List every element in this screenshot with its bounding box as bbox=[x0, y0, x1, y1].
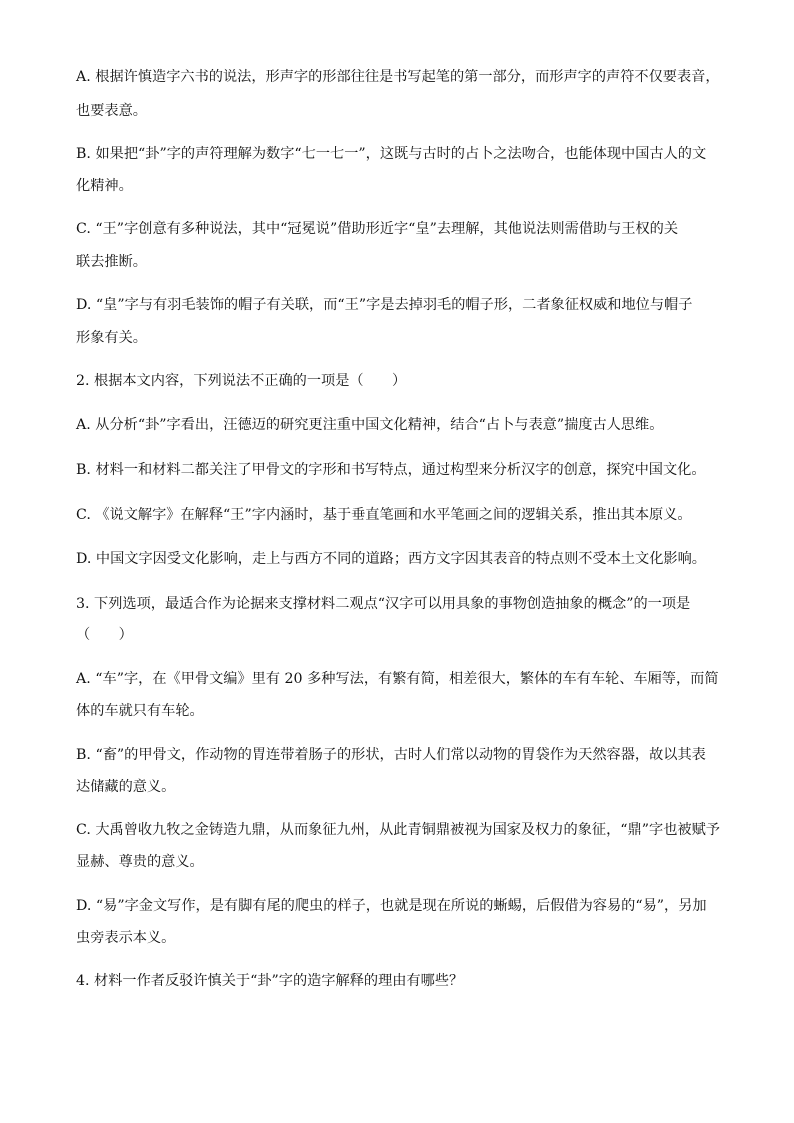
q1-option-a-line2: 也要表意。 bbox=[76, 103, 147, 119]
q3-option-a-line1: A. “车”字，在《甲骨文编》里有 20 多种写法，有繁有简，相差很大，繁体的车有车轮、车厢等，而简 bbox=[76, 671, 719, 687]
q1-option-d-line1: D. “皇”字与有羽毛装饰的帽子有关联，而“王”字是去掉羽毛的帽子形，二者象征权威和地位与帽子 bbox=[76, 297, 693, 313]
q3-stem-line2: （ ） bbox=[76, 627, 133, 643]
q3-option-d-line1: D. “易”字金文写作，是有脚有尾的爬虫的样子，也就是现在所说的蜥蜴，后假借为容易的“易”，另加 bbox=[76, 898, 707, 914]
q3-option-c-line1: C. 大禹曾收九牧之金铸造九鼎，从而象征九州，从此青铜鼎被视为国家及权力的象征，“鼎”字也被赋予 bbox=[76, 822, 720, 838]
q1-option-d-line2: 形象有关。 bbox=[76, 330, 147, 346]
q3-option-a-line2: 体的车就只有车轮。 bbox=[76, 703, 204, 719]
q2-stem: 2. 根据本文内容，下列说法不正确的一项是（ ） bbox=[76, 373, 407, 389]
q1-option-c-line1: C. “王”字创意有多种说法，其中“冠冕说”借助形近字“皇”去理解，其他说法则需借助与王权的关 bbox=[76, 221, 679, 237]
q2-option-d: D. 中国文字因受文化影响，走上与西方不同的道路；西方文字因其表音的特点则不受本土文化影响。 bbox=[76, 551, 706, 567]
q1-option-b-line1: B. 如果把“卦”字的声符理解为数字“七一七一”，这既与古时的占卜之法吻合，也能体现中国古人的文 bbox=[76, 146, 707, 162]
q1-option-a-line1: A. 根据许慎造字六书的说法，形声字的形部往往是书写起笔的第一部分，而形声字的声符不仅要表音， bbox=[76, 69, 720, 85]
q3-option-b-line2: 达储藏的意义。 bbox=[76, 779, 176, 795]
q2-option-b: B. 材料一和材料二都关注了甲骨文的字形和书写特点，通过构型来分析汉字的创意，探究中国文化。 bbox=[76, 462, 706, 478]
q1-option-c-line2: 联去推断。 bbox=[76, 254, 147, 270]
q2-option-a: A. 从分析“卦”字看出，汪德迈的研究更注重中国文化精神，结合“占卜与表意”揣度古人思维。 bbox=[76, 417, 664, 433]
q4-stem: 4. 材料一作者反驳许慎关于“卦”字的造字解释的理由有哪些？ bbox=[76, 973, 464, 989]
q3-stem-line1: 3. 下列选项，最适合作为论据来支撑材料二观点“汉字可以用具象的事物创造抽象的概念”的一项是 bbox=[76, 596, 691, 612]
q1-option-b-line2: 化精神。 bbox=[76, 178, 133, 194]
q2-option-c: C. 《说文解字》在解释“王”字内涵时，基于垂直笔画和水平笔画之间的逻辑关系，推出其本原义。 bbox=[76, 507, 692, 523]
q3-option-c-line2: 显赫、尊贵的意义。 bbox=[76, 854, 204, 870]
q3-option-d-line2: 虫旁表示本义。 bbox=[76, 930, 176, 946]
q3-option-b-line1: B. “畜”的甲骨文，作动物的胃连带着肠子的形状，古时人们常以动物的胃袋作为天然容器，故以其表 bbox=[76, 747, 706, 763]
